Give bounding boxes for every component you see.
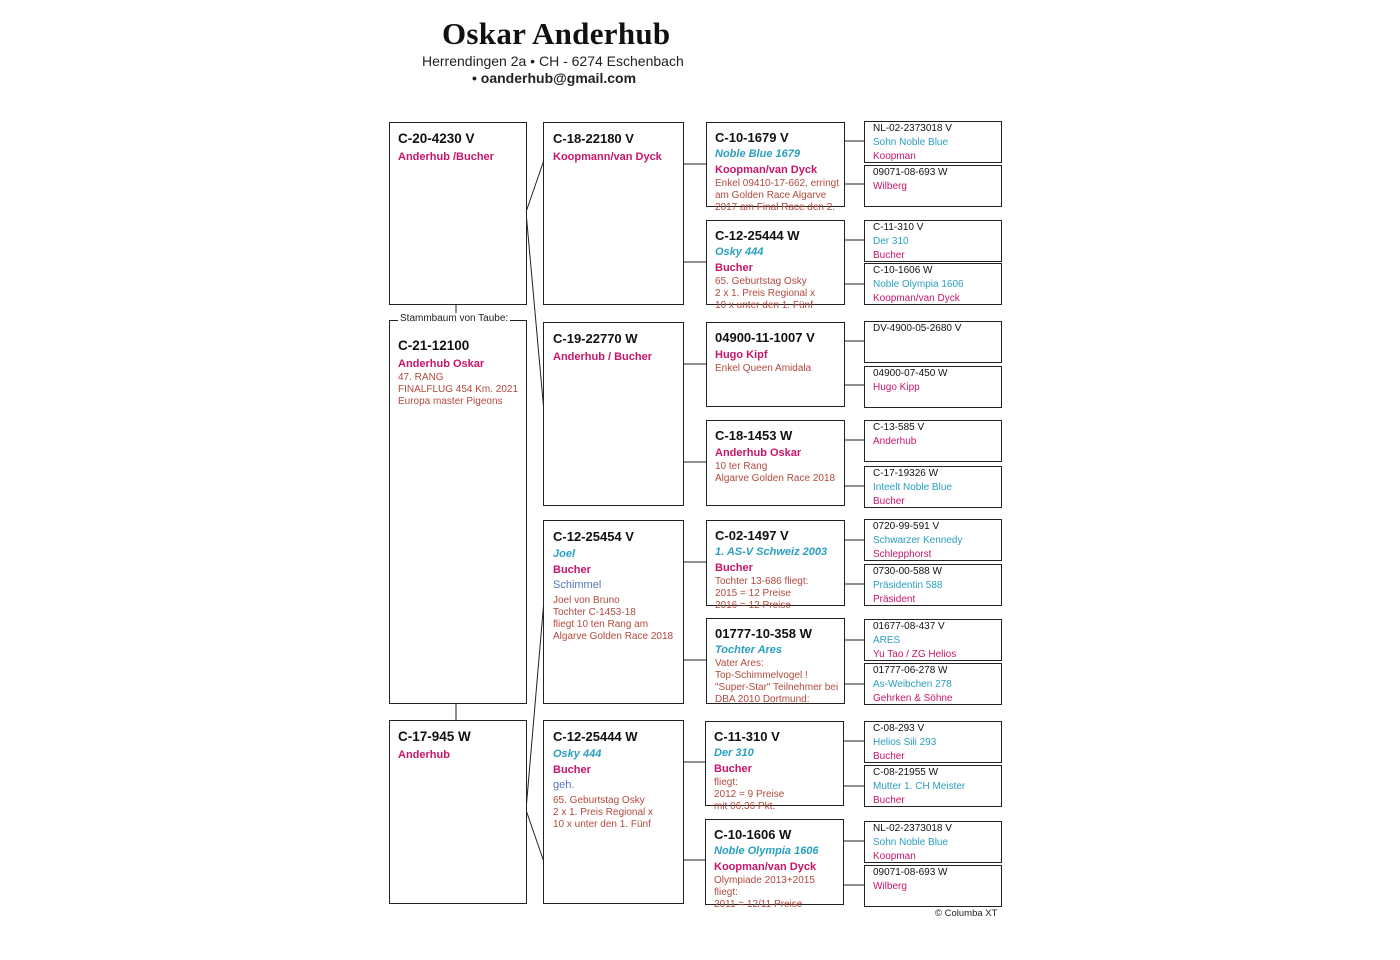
owner-name: Koopman [873, 151, 916, 162]
pigeon-name: Mutter 1. CH Meister [873, 781, 966, 792]
breeder-address: Herrendingen 2a • CH - 6274 Eschenbach [422, 53, 684, 69]
pedigree-card-great-grandparent[interactable] [705, 721, 844, 812]
note-line: Algarve Golden Race 2018 [715, 473, 836, 484]
ring-number: C-21-12100 [398, 338, 470, 353]
owner-name: Bucher [553, 564, 591, 576]
pigeon-name: Sohn Noble Blue [873, 137, 949, 148]
note-line: Tochter C-1453-18 [553, 607, 636, 618]
pedigree-card-ancestor[interactable] [864, 619, 1002, 661]
note-line: 65. Geburtstag Osky [715, 276, 807, 287]
pedigree-card-mother[interactable] [389, 720, 527, 904]
owner-name: Anderhub [873, 436, 917, 447]
note-line: 2016 = 12 Preise [715, 600, 791, 611]
pedigree-card-ancestor[interactable] [864, 220, 1002, 262]
note-line: mit 06.36 Pkt. [714, 801, 776, 812]
pedigree-card-ancestor[interactable] [864, 721, 1002, 763]
pedigree-card-grandparent[interactable] [543, 322, 684, 506]
pedigree-card-great-grandparent[interactable] [706, 322, 845, 407]
note-line: Olympiade 2013+2015 [714, 875, 815, 886]
pedigree-card-ancestor[interactable] [864, 121, 1002, 163]
note-line: Enkel Queen Amidala [715, 363, 812, 374]
pigeon-name: 1. AS-V Schweiz 2003 [715, 546, 828, 558]
pedigree-card-ancestor[interactable] [864, 663, 1002, 705]
owner-name: Bucher [553, 764, 591, 776]
pedigree-card-grandparent[interactable] [543, 720, 684, 904]
note-line: 10 x unter den 1. Fünf [715, 300, 813, 311]
pigeon-name: Schwarzer Kennedy [873, 535, 963, 546]
pigeon-name: Noble Olympia 1606 [714, 845, 819, 857]
plumage-color: geh. [553, 779, 575, 791]
pigeon-name: Der 310 [714, 747, 754, 759]
pigeon-name: Osky 444 [553, 748, 602, 760]
ring-number: C-11-310 V [714, 729, 780, 744]
owner-name: Gehrken & Söhne [873, 693, 953, 704]
owner-name: Bucher [873, 751, 905, 762]
note-line: Europa master Pigeons [398, 396, 503, 407]
pigeon-name: Osky 444 [715, 246, 764, 258]
pigeon-name: Präsidentin 588 [873, 580, 943, 591]
owner-name: Anderhub [398, 749, 450, 761]
note-line: 47. RANG [398, 372, 444, 383]
note-line: 10 ter Rang [715, 461, 768, 472]
pedigree-card-grandparent[interactable] [543, 520, 684, 704]
note-line: Tochter 13-686 fliegt: [715, 576, 809, 587]
ring-number: C-17-19326 W [873, 468, 939, 479]
note-line: 10 x unter den 1. Fünf [553, 819, 651, 830]
note-line: 2011 = 12/11 Preise [714, 899, 803, 910]
owner-name: Wilberg [873, 881, 907, 892]
breeder-name: Oskar Anderhub [442, 16, 671, 51]
pigeon-name: Der 310 [873, 236, 909, 247]
note-line: Enkel 09410-17-662, erringt [715, 178, 839, 189]
ring-number: 0730-00-588 W [873, 566, 942, 577]
owner-name: Anderhub Oskar [398, 358, 485, 370]
ring-number: DV-4900-05-2680 V [873, 323, 962, 334]
note-line: Algarve Golden Race 2018 [553, 631, 674, 642]
note-line: 2015 = 12 Preise [715, 588, 791, 599]
note-line: 2 x 1. Preis Regional x [715, 288, 816, 299]
owner-name: Anderhub /Bucher [398, 151, 494, 163]
note-line: fliegt: [714, 887, 738, 898]
note-line: 2017 am Final Race den 2. [715, 202, 836, 213]
owner-name: Koopman/van Dyck [714, 861, 817, 873]
pedigree-card-great-grandparent[interactable] [706, 220, 845, 311]
owner-name: Bucher [873, 795, 905, 806]
pedigree-card-grandparent[interactable] [543, 122, 684, 305]
copyright-footer: © Columba XT [935, 908, 998, 919]
pedigree-card-ancestor[interactable] [864, 765, 1002, 807]
owner-name: Bucher [715, 562, 753, 574]
pigeon-name: Helios Sili 293 [873, 737, 937, 748]
note-line: 2 x 1. Preis Regional x [553, 807, 654, 818]
note-line: fliegt: [714, 777, 738, 788]
pigeon-name: Joel [553, 548, 576, 560]
pigeon-name: Tochter Ares [715, 644, 783, 656]
ring-number: C-18-1453 W [715, 428, 793, 443]
note-line: 2012 = 9 Preise [714, 789, 785, 800]
ring-number: NL-02-2373018 V [873, 123, 952, 134]
ring-number: C-10-1679 V [715, 130, 789, 145]
ring-number: 01777-06-278 W [873, 665, 948, 676]
owner-name: Koopman [873, 851, 916, 862]
pedigree-card-ancestor[interactable] [864, 263, 1002, 305]
ring-number: NL-02-2373018 V [873, 823, 952, 834]
pigeon-name: Noble Olympia 1606 [873, 279, 964, 290]
owner-name: Koopman/van Dyck [715, 164, 818, 176]
pigeon-name: Noble Blue 1679 [715, 148, 800, 160]
note-line: Top-Schimmelvogel ! [715, 670, 808, 681]
pedigree-card-ancestor[interactable] [864, 821, 1002, 863]
owner-name: Koopman/van Dyck [873, 293, 960, 304]
owner-name: Yu Tao / ZG Helios [873, 649, 957, 660]
ring-number: 09071-08-693 W [873, 867, 948, 878]
ring-number: C-10-1606 W [714, 827, 792, 842]
pedigree-card-great-grandparent[interactable] [705, 819, 844, 910]
pedigree-card-great-grandparent[interactable] [706, 122, 845, 213]
pigeon-name: Sohn Noble Blue [873, 837, 949, 848]
ring-number: C-12-25444 W [715, 228, 800, 243]
ring-number: C-11-310 V [873, 222, 924, 233]
ring-number: C-13-585 V [873, 422, 925, 433]
pedigree-card-father[interactable] [389, 122, 527, 305]
pedigree-caption: Stammbaum von Taube: [400, 313, 509, 324]
owner-name: Wilberg [873, 181, 907, 192]
ring-number: C-18-22180 V [553, 131, 634, 146]
ring-number: 01677-08-437 V [873, 621, 945, 632]
ring-number: 04900-07-450 W [873, 368, 948, 379]
note-line: DBA 2010 Dortmund: [715, 694, 810, 705]
pigeon-name: As-Weibchen 278 [873, 679, 952, 690]
ring-number: C-20-4230 V [398, 131, 475, 146]
owner-name: Anderhub Oskar [715, 447, 802, 459]
note-line: FINALFLUG 454 Km. 2021 [398, 384, 519, 395]
note-line: am Golden Race Algarve [715, 190, 827, 201]
plumage-color: Schimmel [553, 579, 602, 591]
owner-name: Bucher [873, 496, 905, 507]
pedigree-card-ancestor[interactable] [864, 466, 1002, 508]
owner-name: Koopmann/van Dyck [553, 151, 662, 163]
owner-name: Bucher [873, 250, 905, 261]
owner-name: Präsident [873, 594, 916, 605]
pedigree-card-ancestor[interactable] [864, 865, 1002, 907]
pedigree-card-great-grandparent[interactable] [706, 618, 845, 704]
ring-number: C-17-945 W [398, 729, 471, 744]
pedigree-card-ancestor[interactable] [864, 564, 1002, 606]
pedigree-card-ancestor[interactable] [864, 519, 1002, 561]
ring-number: C-12-25444 W [553, 729, 638, 744]
pedigree-card-ancestor[interactable] [864, 321, 1002, 363]
ring-number: C-08-293 V [873, 723, 925, 734]
pedigree-card-great-grandparent[interactable] [706, 520, 845, 611]
ring-number: C-02-1497 V [715, 528, 789, 543]
ring-number: C-08-21955 W [873, 767, 939, 778]
ring-number: 04900-11-1007 V [715, 330, 815, 345]
pedigree-card-subject[interactable] [389, 320, 527, 704]
ring-number: C-10-1606 W [873, 265, 933, 276]
pigeon-name: Inteelt Noble Blue [873, 482, 952, 493]
ring-number: C-19-22770 W [553, 331, 638, 346]
pedigree-card-ancestor[interactable] [864, 420, 1002, 462]
pedigree-card-great-grandparent[interactable] [706, 420, 845, 506]
owner-name: Hugo Kipp [873, 382, 920, 393]
breeder-email: • oanderhub@gmail.com [472, 70, 637, 86]
pedigree-card-ancestor[interactable] [864, 165, 1002, 207]
ring-number: C-12-25454 V [553, 529, 634, 544]
owner-name: Bucher [714, 763, 752, 775]
owner-name: Anderhub / Bucher [553, 351, 653, 363]
note-line: Joel von Bruno [553, 595, 620, 606]
ring-number: 09071-08-693 W [873, 167, 948, 178]
ring-number: 01777-10-358 W [715, 626, 812, 641]
note-line: fliegt 10 ten Rang am [553, 619, 649, 630]
pigeon-name: ARES [873, 635, 901, 646]
note-line: Vater Ares: [715, 658, 764, 669]
owner-name: Schlepphorst [873, 549, 932, 560]
owner-name: Bucher [715, 262, 753, 274]
note-line: 65. Geburtstag Osky [553, 795, 645, 806]
note-line: "Super-Star" Teilnehmer bei [715, 682, 839, 693]
owner-name: Hugo Kipf [715, 349, 768, 361]
pedigree-card-ancestor[interactable] [864, 366, 1002, 408]
ring-number: 0720-99-591 V [873, 521, 940, 532]
